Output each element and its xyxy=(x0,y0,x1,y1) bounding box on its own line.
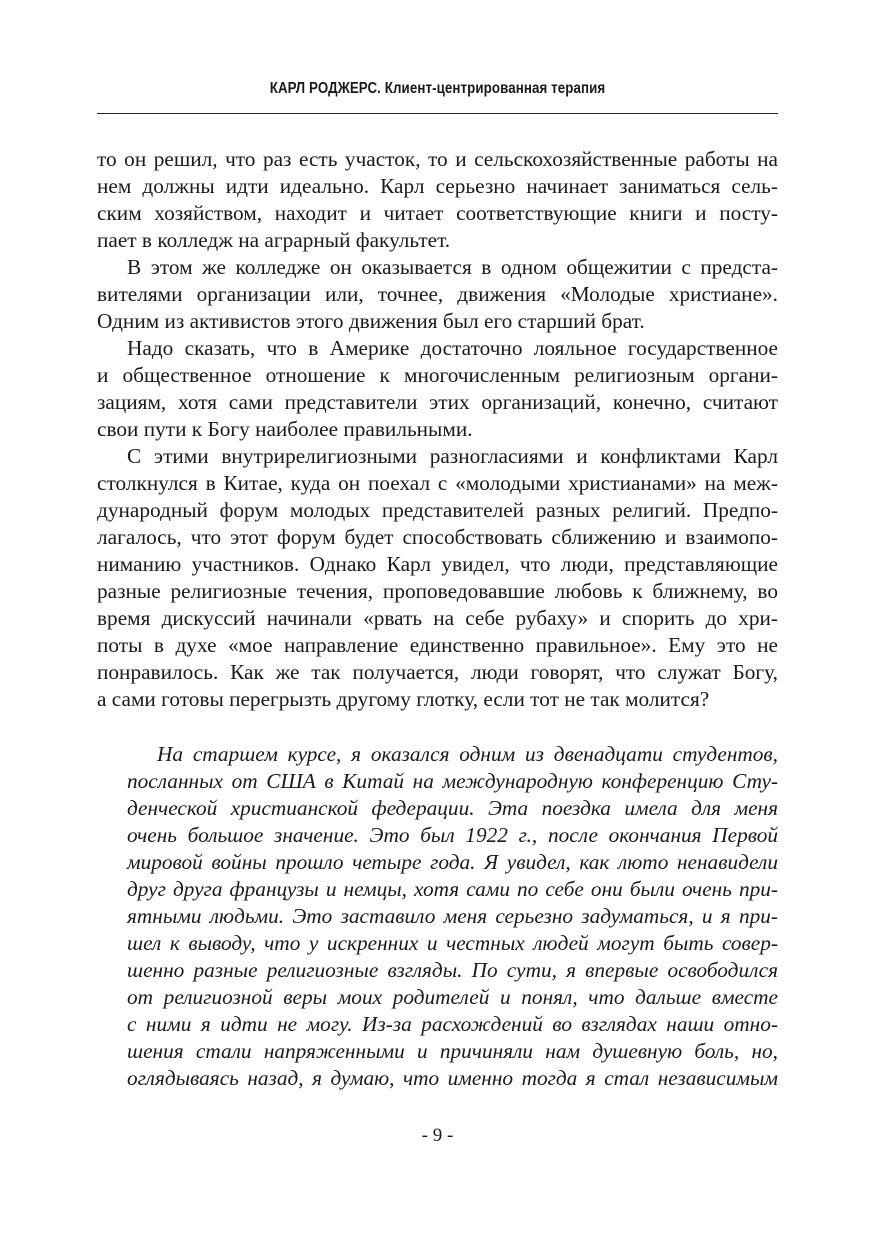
header-rule xyxy=(97,113,778,114)
text-line: понравилось. Как же так получается, люди говорят, что служат Богу, xyxy=(97,660,778,684)
text-line: разные религиозные течения, проповедовавшие любовь к ближнему, во xyxy=(97,579,778,603)
text-line: и общественное отношение к многочисленным религиозным органи- xyxy=(97,363,778,387)
quote-line: посланных от США в Китай на международную конференцию Сту- xyxy=(127,769,778,793)
quote-line: шел к выводу, что у искренних и честных людей могут быть совер- xyxy=(127,931,778,955)
text-line: ским хозяйством, находит и читает соответствующие книги и посту- xyxy=(97,201,778,225)
quote-line: ятными людьми. Это заставило меня серьезно задуматься, и я при- xyxy=(127,904,778,928)
block-quote xyxy=(127,741,778,1092)
text-line: Надо сказать, что в Америке достаточно лояльное государственное xyxy=(127,336,778,360)
quote-line: друг друга французы и немцы, хотя сами по себе они были очень при- xyxy=(127,877,778,901)
quote-line: очень большое значение. Это был 1922 г., после окончания Первой xyxy=(127,823,778,847)
text-line: свои пути к Богу наиболее правильными. xyxy=(97,417,473,441)
text-line: то он решил, что раз есть участок, то и сельскохозяйственные работы на xyxy=(97,147,778,171)
quote-line: шения стали напряженными и причиняли нам душевную боль, но, xyxy=(127,1039,778,1063)
text-line: поты в духе «мое направление единственно правильное». Ему это не xyxy=(97,633,778,657)
text-line: В этом же колледже он оказывается в одном общежитии с предста- xyxy=(127,255,778,279)
paragraph xyxy=(97,335,778,443)
text-line: нем должны идти идеально. Карл серьезно начинает заниматься сель- xyxy=(97,174,778,198)
text-line: ниманию участников. Однако Карл увидел, что люди, представляющие xyxy=(97,552,778,576)
text-line: а сами готовы перегрызть другому глотку, если тот не так молится? xyxy=(97,687,710,711)
quote-line: оглядываясь назад, я думаю, что именно тогда я стал независимым xyxy=(127,1066,778,1090)
text-line: лагалось, что этот форум будет способствовать сближению и взаимопо- xyxy=(97,525,778,549)
text-line: вителями организации или, точнее, движения «Молодые христиане». xyxy=(97,282,778,306)
header-author: КАРЛ РОДЖЕРС. xyxy=(269,80,381,97)
text-line: Одним из активистов этого движения был его старший брат. xyxy=(97,309,645,333)
paragraph xyxy=(97,254,778,335)
text-line: дународный форум молодых представителей разных религий. Предпо- xyxy=(97,498,778,522)
text-line: время дискуссий начинали «рвать на себе рубаху» и спорить до хри- xyxy=(97,606,778,630)
quote-line: На старшем курсе, я оказался одним из двенадцати студентов, xyxy=(157,742,778,766)
quote-line: шенно разные религиозные взгляды. По сути, я впервые освободился xyxy=(127,958,778,982)
quote-line: от религиозной веры моих родителей и понял, что дальше вместе xyxy=(127,985,778,1009)
text-line: С этими внутрирелигиозными разногласиями и конфликтами Карл xyxy=(127,444,778,468)
text-line: зациям, хотя сами представители этих организаций, конечно, считают xyxy=(97,390,778,414)
quote-line: с ними я идти не могу. Из-за расхождений во взглядах наши отно- xyxy=(127,1012,778,1036)
page-number: - 9 - xyxy=(421,1125,454,1146)
quote-line: денческой христианской федерации. Эта поездка имела для меня xyxy=(127,796,778,820)
header-title: Клиент-центрированная терапия xyxy=(384,80,606,97)
paragraph xyxy=(97,146,778,254)
quote-line: мировой войны прошло четыре года. Я увидел, как люто ненавидели xyxy=(127,850,778,874)
main-text xyxy=(97,146,778,713)
text-line: пает в колледж на аграрный факультет. xyxy=(97,228,451,252)
paragraph xyxy=(97,443,778,713)
running-header xyxy=(145,80,731,98)
text-line: столкнулся в Китае, куда он поехал с «молодыми христианами» на меж- xyxy=(97,471,778,495)
